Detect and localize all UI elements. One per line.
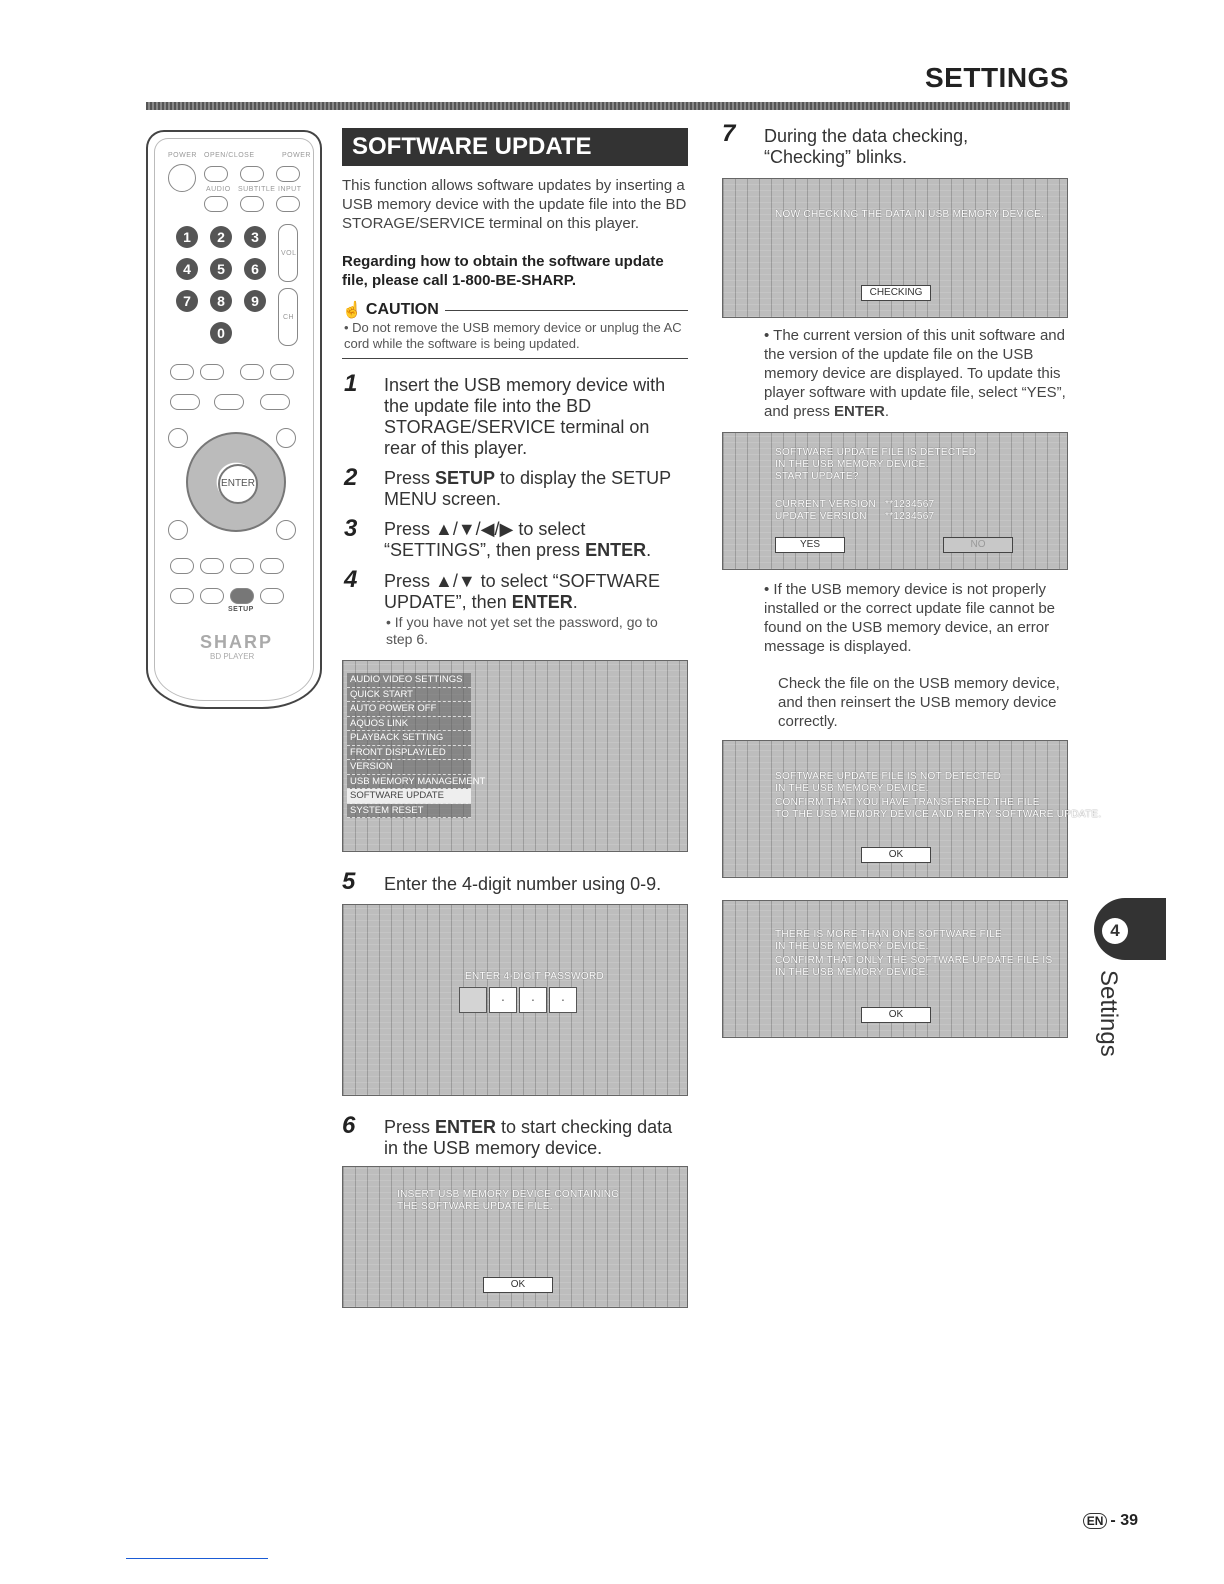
insert-line-1: INSERT USB MEMORY DEVICE CONTAINING [397, 1189, 620, 1200]
bullet-error-info [764, 580, 1070, 656]
remote-label-ch: CH [283, 314, 295, 321]
bottom-button-4-shape [260, 588, 284, 604]
rewind-button-shape [240, 364, 264, 380]
step-3-key: ENTER [585, 540, 647, 560]
password-digit-box[interactable]: · [519, 987, 547, 1013]
remote-num-1: 1 [176, 226, 198, 248]
bullet-version-info-text: The current version of this unit software and the version of the update file on the USB memory device are displayed. To update this player software with update file, select “YES”, and press [764, 327, 1066, 420]
remote-label-power: POWER [168, 152, 197, 159]
intro-paragraph: This function allows software updates by inserting a USB memory device with the update file into the BD STORAGE/SERVICE terminal on this player. [342, 177, 687, 232]
step-2-post: to display the SETUP MENU screen. [384, 468, 671, 509]
exit-button-shape [168, 520, 188, 540]
intro-bold-paragraph: Regarding how to obtain the software update file, please call 1-800-BE-SHARP. [342, 253, 664, 289]
bullet-version-info-post: . [884, 403, 890, 420]
multiple-files-screen [722, 900, 1068, 1038]
multiple-line-2: IN THE USB MEMORY DEVICE. [775, 941, 929, 952]
step-6-pre: Press [384, 1117, 436, 1137]
remote-label-input: INPUT [278, 186, 302, 193]
step-6-key: ENTER [435, 1117, 497, 1137]
detected-line-3: START UPDATE? [775, 471, 859, 482]
stop-button-shape [260, 394, 290, 410]
checking-line-1: NOW CHECKING THE DATA IN USB MEMORY DEVICE. [775, 209, 1045, 220]
step-7-text: During the data checking, “Checking” blinks. [764, 126, 969, 167]
checking-indicator: CHECKING [861, 285, 931, 301]
menu-item[interactable]: VERSION [347, 760, 471, 775]
menu-item-selected[interactable]: SOFTWARE UPDATE [347, 789, 471, 804]
checking-screen [722, 178, 1068, 318]
bullet-version-info-key: ENTER [834, 403, 885, 420]
multiple-line-1: THERE IS MORE THAN ONE SOFTWARE FILE [775, 929, 1002, 940]
menu-item[interactable]: AUDIO VIDEO SETTINGS [347, 673, 471, 688]
remote-label-audio: AUDIO [206, 186, 231, 193]
current-version-label: CURRENT VERSION [775, 499, 876, 510]
remote-num-8: 8 [210, 290, 232, 312]
remote-num-7: 7 [176, 290, 198, 312]
page-header-title: SETTINGS [924, 62, 1069, 93]
setup-menu-screen [342, 660, 688, 852]
notdetected-line-2: IN THE USB MEMORY DEVICE. [775, 783, 929, 794]
step-6-text [384, 1117, 688, 1159]
step-3-text [384, 519, 684, 561]
bullet-dot: • [344, 320, 353, 335]
chapter-tab-label: Settings [1095, 970, 1122, 1057]
setup-menu-list [347, 673, 486, 818]
caution-title: CAUTION [365, 301, 439, 318]
insert-line-2: THE SOFTWARE UPDATE FILE. [397, 1201, 553, 1212]
caution-heading-rule [445, 310, 688, 311]
setup-button-shape [230, 588, 254, 604]
step-4-key: ENTER [511, 592, 573, 612]
dpad-ring [186, 432, 286, 532]
file-not-detected-screen [722, 740, 1102, 878]
step-2-pre: Press [384, 468, 436, 488]
insert-usb-screen [342, 1166, 688, 1308]
step-5-number: 5 [342, 868, 356, 895]
step-4-subnote-text: If you have not yet set the password, go to step 6. [386, 614, 658, 647]
bullet-error-info-text: If the USB memory device is not properly installed or the correct update file cannot be found on the USB memory device, an error message is displayed. [764, 581, 1056, 655]
password-digit-box[interactable]: · [489, 987, 517, 1013]
remote-brand-logo: SHARP [200, 632, 274, 652]
step-2-key: SETUP [435, 468, 496, 488]
open-close-button-shape [204, 166, 228, 182]
remote-num-3: 3 [244, 226, 266, 248]
ok-button[interactable]: OK [861, 1007, 931, 1023]
detected-line-2: IN THE USB MEMORY DEVICE. [775, 459, 929, 470]
step-2-number: 2 [344, 464, 358, 491]
remote-inner-outline [154, 138, 314, 701]
power-button-shape [168, 164, 196, 192]
return-button-shape [276, 520, 296, 540]
display-button-shape [240, 166, 264, 182]
section-title: SOFTWARE UPDATE [342, 128, 688, 166]
remote-label-tv-power: POWER [282, 152, 311, 159]
bottom-button-1-shape [170, 588, 194, 604]
menu-item[interactable]: FRONT DISPLAY/LED [347, 746, 471, 761]
caution-text [344, 320, 684, 352]
remote-num-9: 9 [244, 290, 266, 312]
skip-fwd-button-shape [200, 364, 224, 380]
color-a-button-shape [170, 558, 194, 574]
popup-menu-button-shape [276, 428, 296, 448]
step-4-number: 4 [344, 566, 358, 593]
page-number [1083, 1512, 1138, 1530]
password-digit-box[interactable] [459, 987, 487, 1013]
menu-item[interactable]: USB MEMORY MANAGEMENT [347, 775, 471, 790]
remote-label-setup: SETUP [228, 606, 254, 613]
play-button-shape [214, 394, 244, 410]
no-button[interactable]: NO [943, 537, 1013, 553]
step-5-text: Enter the 4-digit number using 0-9. [384, 874, 662, 894]
chapter-tab-number: 4 [1102, 918, 1128, 944]
yes-button[interactable]: YES [775, 537, 845, 553]
subtitle-button-shape [240, 196, 264, 212]
step-6-post: to start checking data in the USB memory device. [384, 1117, 673, 1158]
footer-link-line [126, 1558, 268, 1559]
color-d-button-shape [260, 558, 284, 574]
step-2-text [384, 468, 684, 510]
remote-control-illustration [146, 130, 322, 709]
password-label: ENTER 4-DIGIT PASSWORD [465, 971, 605, 982]
bullet-version-info [764, 326, 1070, 421]
remote-num-6: 6 [244, 258, 266, 280]
step-4-text [384, 571, 684, 613]
multiple-line-4: IN THE USB MEMORY DEVICE. [775, 967, 929, 978]
bullet-error-cont: Check the file on the USB memory device, and then reinsert the USB memory device correctly. [778, 675, 1060, 730]
bullet-dot: • [386, 614, 395, 630]
menu-item[interactable]: AQUOS LINK [347, 717, 471, 732]
language-badge: EN [1083, 1513, 1108, 1529]
fast-forward-button-shape [270, 364, 294, 380]
step-4-post: . [572, 592, 578, 612]
menu-item[interactable]: SYSTEM RESET [347, 804, 471, 819]
dpad-enter: ENTER [218, 464, 258, 504]
current-version-value: **1234567 [885, 499, 935, 510]
caution-heading [342, 300, 688, 320]
step-3-pre: Press ▲/▼/◀/▶ to select “SETTINGS”, then press [384, 519, 586, 560]
remote-label-open-close: OPEN/CLOSE [204, 152, 255, 159]
bottom-button-2-shape [200, 588, 224, 604]
menu-item[interactable]: PLAYBACK SETTING [347, 731, 471, 746]
bullet-dot: • [764, 581, 774, 598]
remote-num-0: 0 [210, 322, 232, 344]
step-3-post: . [646, 540, 652, 560]
file-detected-screen [722, 432, 1068, 570]
notdetected-line-3: CONFIRM THAT YOU HAVE TRANSFERRED THE FILE [775, 797, 1040, 808]
step-1-number: 1 [344, 370, 358, 397]
bullet-dot: • [764, 327, 774, 344]
pause-button-shape [170, 394, 200, 410]
ok-button[interactable]: OK [861, 847, 931, 863]
remote-num-2: 2 [210, 226, 232, 248]
multiple-line-3: CONFIRM THAT ONLY THE SOFTWARE UPDATE FILE IS [775, 955, 1053, 966]
menu-item[interactable]: QUICK START [347, 688, 471, 703]
update-version-value: **1234567 [885, 511, 935, 522]
header-rule [146, 102, 1070, 110]
password-screen [342, 904, 688, 1096]
step-3-number: 3 [344, 515, 358, 542]
remote-label-vol: VOL [281, 250, 297, 257]
notdetected-line-4: TO THE USB MEMORY DEVICE AND RETRY SOFTWARE UPDATE. [775, 809, 1102, 820]
audio-button-shape [204, 196, 228, 212]
remote-label-subtitle: SUBTITLE [238, 186, 276, 193]
remote-num-4: 4 [176, 258, 198, 280]
remote-brand-sub: BD PLAYER [210, 652, 255, 661]
menu-item[interactable]: AUTO POWER OFF [347, 702, 471, 717]
page-number-text: - 39 [1110, 1512, 1138, 1529]
input-button-shape [276, 196, 300, 212]
caution-bottom-rule [342, 358, 688, 359]
detected-line-1: SOFTWARE UPDATE FILE IS DETECTED [775, 447, 977, 458]
caution-hand-icon: ☝ [342, 302, 362, 319]
color-c-button-shape [230, 558, 254, 574]
top-menu-button-shape [168, 428, 188, 448]
step-7-number: 7 [722, 120, 736, 147]
step-4-subnote [386, 614, 676, 648]
remote-num-5: 5 [210, 258, 232, 280]
skip-back-button-shape [170, 364, 194, 380]
tv-power-button-shape [276, 166, 300, 182]
caution-text-content: Do not remove the USB memory device or unplug the AC cord while the software is being updated. [344, 320, 682, 351]
step-1-text: Insert the USB memory device with the update file into the BD STORAGE/SERVICE terminal on rear of this player. [384, 375, 666, 458]
password-digit-box[interactable]: · [549, 987, 577, 1013]
notdetected-line-1: SOFTWARE UPDATE FILE IS NOT DETECTED [775, 771, 1002, 782]
step-6-number: 6 [342, 1112, 356, 1139]
step-4-pre: Press ▲/▼ to select “SOFTWARE UPDATE”, then [384, 571, 661, 612]
ok-button[interactable]: OK [483, 1277, 553, 1293]
color-b-button-shape [200, 558, 224, 574]
update-version-label: UPDATE VERSION [775, 511, 867, 522]
